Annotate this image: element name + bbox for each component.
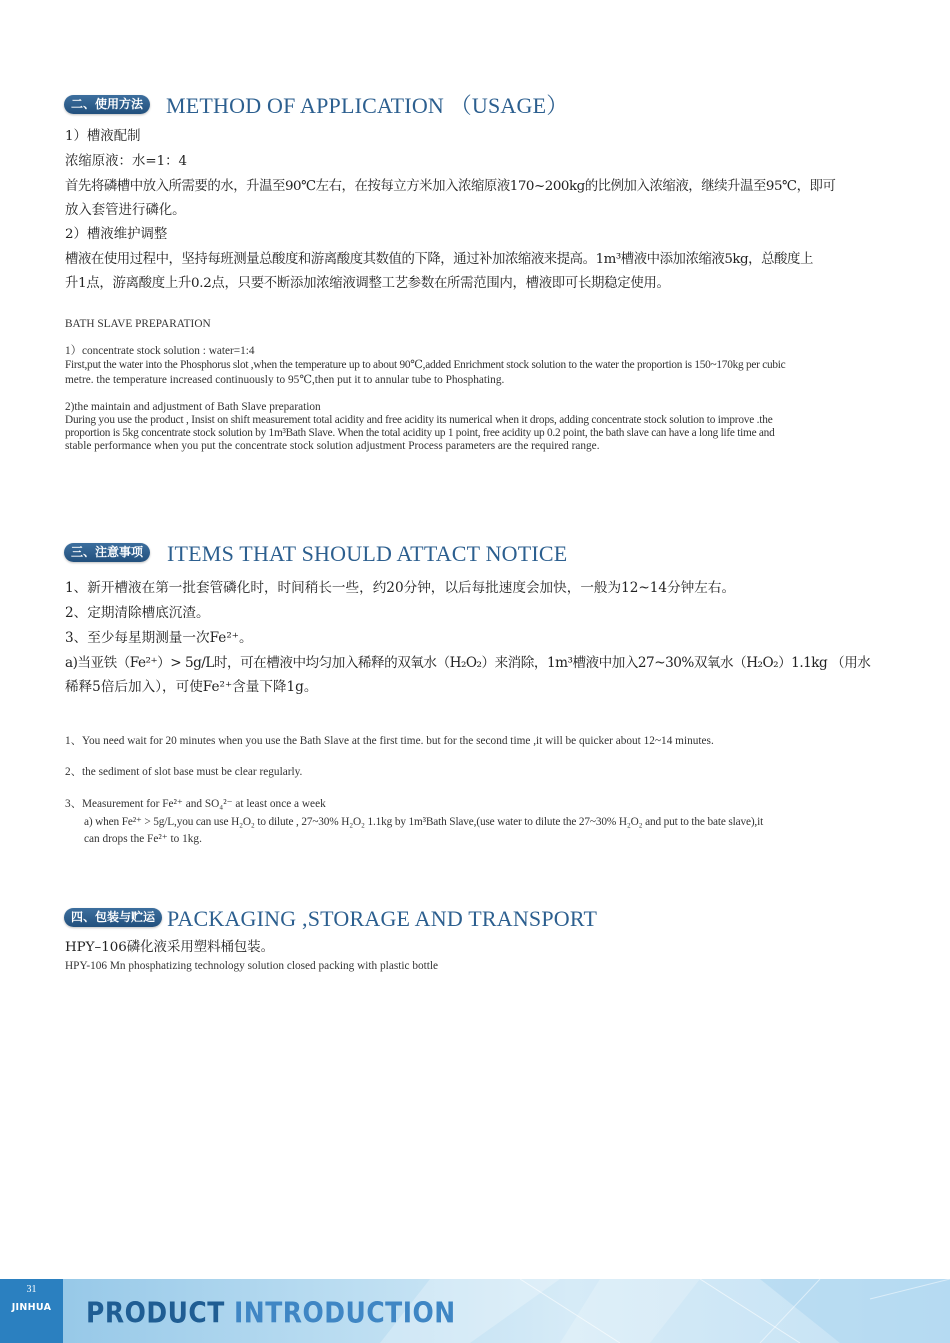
brand-logo-text: JINHUA [11,1302,52,1313]
bath-prep-title: BATH SLAVE PREPARATION [65,318,211,330]
notice-en-1: 1、You need wait for 20 minutes when you use the Bath Slave at the first time. but for the second time ,it will be quicker about 12~14 minutes. [65,735,714,747]
notice-zh-line-3: 3、至少每星期测量一次Fe²⁺。 [65,630,253,646]
section-badge-notice: 三、注意事项 [64,543,150,562]
notice-en-3: 3、Measurement for Fe²⁺ and SO₄²⁻ at least once a week [65,798,326,810]
maintain-line-1: 2)the maintain and adjustment of Bath Slave preparation [65,401,321,413]
section-badge-usage: 二、使用方法 [64,95,150,114]
usage-zh-line-3: 首先将磷槽中放入所需要的水，升温至90℃左右，在按每立方米加入浓缩原液170~200kg的比例加入浓缩液，继续升温至95℃，即可 [65,179,836,194]
section-heading-notice: ITEMS THAT SHOULD ATTACT NOTICE [167,541,568,566]
notice-zh-line-1: 1、新开槽液在第一批套管磷化时，时间稍长一些，约20分钟，以后每批速度会加快，一般为12~14分钟左右。 [65,580,736,596]
notice-en-2: 2、the sediment of slot base must be clear regularly. [65,766,303,778]
notice-en-3b: can drops the Fe²⁺ to 1kg. [84,833,202,845]
notice-zh-line-2: 2、定期清除槽底沉渣。 [65,605,210,621]
maintain-line-4: stable performance when you put the concentrate stock solution adjustment Process parameters are the required range. [65,440,600,452]
usage-zh-line-7: 升1点，游离酸度上升0.2点，只要不断添加浓缩液调整工艺参数在所需范围内，槽液即可长期稳定使用。 [65,276,670,291]
usage-zh-line-6: 槽液在使用过程中，坚持每班测量总酸度和游离酸度其数值的下降，通过补加浓缩液来提高。1m³槽液中添加浓缩液5kg，总酸度上 [65,252,813,267]
maintain-line-3: proportion is 5kg concentrate stock solution by 1m³Bath Slave. When the total acidity up 1 point, free acidity up 0.2 point, the bath slave can have a long life time and [65,427,775,439]
usage-zh-line-2: 浓缩原液：水=1：4 [65,154,187,169]
bath-prep-line-3: metre. the temperature increased continuously to 95℃,then put it to annular tube to Phosphating. [65,374,505,386]
section-heading-packaging: PACKAGING ,STORAGE AND TRANSPORT [167,906,598,931]
usage-zh-line-1: 1）槽液配制 [65,129,141,144]
bath-prep-line-1: 1）concentrate stock solution : water=1:4 [65,345,255,357]
maintain-line-2: During you use the product , Insist on shift measurement total acidity and free acidity its numerical when it drops, adding concentrate stock solution to improve .the [65,414,773,426]
notice-zh-line-5: 稀释5倍后加入），可使Fe²⁺含量下降1g。 [65,679,318,695]
notice-zh-line-4: a)当亚铁（Fe²⁺）> 5g/L时，可在槽液中均匀加入稀释的双氧水（H₂O₂）来消除，1m³槽液中加入27~30%双氧水（H₂O₂）1.1kg （用水 [65,655,871,671]
footer-title-part2: INTRODUCTION [234,1296,456,1330]
usage-zh-line-5: 2）槽液维护调整 [65,227,168,242]
usage-zh-line-4: 放入套管进行磷化。 [65,203,186,218]
bath-prep-line-2: First,put the water into the Phosphorus slot ,when the temperature up to about 90℃,added Enrichment stock solution to the water the proportion is 150~170kg per cubic [65,359,786,371]
section-badge-packaging: 四、包装与贮运 [64,908,162,927]
packaging-en: HPY-106 Mn phosphatizing technology solution closed packing with plastic bottle [65,960,439,972]
section-heading-usage: METHOD OF APPLICATION （USAGE） [166,93,569,118]
page-number: 31 [26,1284,37,1295]
notice-en-3a: a) when Fe²⁺ > 5g/L,you can use H₂O₂ to dilute , 27~30% H₂O₂ 1.1kg by 1m³Bath Slave,(use water to dilute the 27~30% H₂O₂ and put to the bate slave),it [84,816,764,828]
footer-title [86,1296,456,1329]
packaging-zh: HPY–106磷化液采用塑料桶包装。 [65,940,275,955]
footer-title-part1: PRODUCT [86,1296,225,1330]
